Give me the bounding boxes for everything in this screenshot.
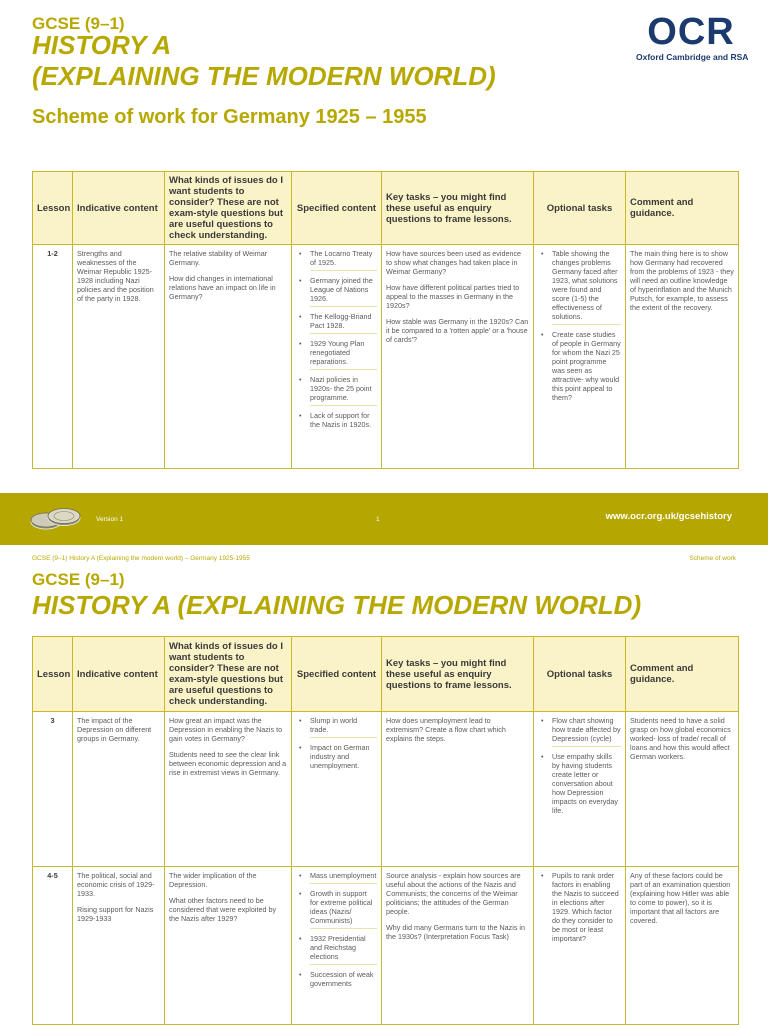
key-task-text: How have sources been used as evidence to show what changes had taken place in Weimar Germany?: [386, 249, 522, 276]
optional-cell: [534, 712, 626, 867]
issue-text: How great an impact was the Depression in enabling the Nazis to gain votes in Germany?: [169, 716, 283, 743]
column-header-indicative: Indicative content: [73, 637, 165, 712]
key-task-text: How stable was Germany in the 1920s? Can it be compared to a 'rotten apple' or a 'house of cards'?: [386, 317, 529, 344]
issues-cell: [165, 867, 292, 1025]
list-item: • Germany joined the League of Nations 1926.: [310, 276, 377, 307]
page-title-line-2: (EXPLAINING THE MODERN WORLD): [32, 61, 496, 91]
list-item: • Use empathy skills by having students create letter or conversation about how Depression impacts on everyday life.: [552, 752, 621, 818]
list-item: • 1929 Young Plan renegotiated reparations.: [310, 339, 377, 370]
list-item: • Table showing the changes problems Germany faced after 1923, what solutions were found and score (1-5) the effectiveness of solutions.: [552, 249, 621, 325]
column-header-lesson: Lesson: [33, 637, 73, 712]
lesson-cell: 1-2: [33, 245, 73, 469]
table-row: [33, 712, 739, 867]
optional-cell: [534, 867, 626, 1025]
key-tasks-cell: [382, 245, 534, 469]
key-task-text: How have different political parties tried to appeal to the masses in Germany in the 1920s?: [386, 283, 520, 310]
table-header-row: [33, 172, 739, 245]
page-subtitle: Scheme of work for Germany 1925 – 1955: [32, 106, 427, 128]
column-header-key-tasks: Key tasks – you might find these useful as enquiry questions to frame lessons.: [382, 637, 534, 712]
list-item: • Growth in support for extreme political ideas (Nazis/ Communists): [310, 889, 377, 929]
key-task-text: Source analysis - explain how sources are useful about the actions of the Nazis and Communists; the concerns of the Weimar politicians; the attitudes of the German people.: [386, 871, 521, 916]
specified-cell: [292, 245, 382, 469]
specified-cell: [292, 712, 382, 867]
column-header-lesson: Lesson: [33, 172, 73, 245]
ocr-logo-subtitle: Oxford Cambridge and RSA: [636, 52, 749, 62]
ocr-logo-mark: OCR: [647, 11, 735, 53]
indicative-cell: Strengths and weaknesses of the Weimar Republic 1925-1928 including Nazi policies and the position of the party in 1928.: [73, 245, 165, 469]
list-item: • 1932 Presidential and Reichstag elections: [310, 934, 377, 965]
list-item: • Impact on German industry and unemployment.: [310, 743, 377, 773]
page-title: [32, 30, 496, 92]
column-header-specified: Specified content: [292, 172, 382, 245]
list-item: • The Kellogg-Briand Pact 1928.: [310, 312, 377, 334]
page-title: HISTORY A (EXPLAINING THE MODERN WORLD): [32, 590, 642, 620]
column-header-optional: Optional tasks: [534, 637, 626, 712]
column-header-issues: What kinds of issues do I want students to consider? These are not exam-style questions but are useful questions to check understanding.: [165, 172, 292, 245]
specified-cell: [292, 867, 382, 1025]
gcse-label: GCSE (9–1): [32, 14, 125, 33]
list-item: • Nazi policies in 1920s- the 25 point programme.: [310, 375, 377, 406]
issues-cell: [165, 712, 292, 867]
list-item: • Slump in world trade.: [310, 716, 377, 738]
scheme-table-page-1: [32, 171, 739, 469]
column-header-optional: Optional tasks: [534, 172, 626, 245]
coins-icon: [28, 500, 88, 536]
column-header-key-tasks: Key tasks – you might find these useful as enquiry questions to frame lessons.: [382, 172, 534, 245]
running-header-right: Scheme of work: [689, 555, 736, 562]
table-header-row: [33, 637, 739, 712]
column-header-comment: Comment and guidance.: [626, 637, 739, 712]
issue-text: Students need to see the clear link between economic depression and a rise in extremist views in Germany.: [169, 750, 287, 777]
version-label: Version 1: [96, 516, 124, 523]
indicative-text: The political, social and economic crisis of 1929-1933.: [77, 871, 155, 898]
running-header: GCSE (9–1) History A (Explaining the modern world) – Germany 1925-1955: [32, 555, 250, 562]
key-task-text: How does unemployment lead to extremism? Create a flow chart which explains the steps.: [386, 716, 506, 743]
issue-text: What other factors need to be considered that were exploited by the Nazis after 1929?: [169, 896, 277, 923]
optional-cell: [534, 245, 626, 469]
issue-text: The relative stability of Weimar Germany.: [169, 249, 268, 267]
lesson-cell: 3: [33, 712, 73, 867]
list-item: • Lack of support for the Nazis in 1920s.: [310, 411, 377, 432]
page-number: 1: [376, 516, 380, 523]
ocr-logo: [636, 11, 749, 62]
column-header-comment: Comment and guidance.: [626, 172, 739, 245]
website-link[interactable]: www.ocr.org.uk/gcsehistory: [605, 511, 732, 522]
column-header-issues: What kinds of issues do I want students to consider? These are not exam-style questions but are useful questions to check understanding.: [165, 637, 292, 712]
indicative-text: Rising support for Nazis 1929-1933: [77, 905, 154, 923]
gcse-label: GCSE (9–1): [32, 570, 125, 589]
comment-cell: Any of these factors could be part of an examination question (explaining how Hitler was able to come to power), so it is important that all factors are covered.: [626, 867, 739, 1025]
list-item: • Mass unemployment: [310, 871, 377, 884]
comment-cell: The main thing here is to show how Germany had recovered from the problems of 1923 - they will need an outline knowledge of hyperinflation and the Munich Putsch, for example, to assess the extent of the recovery.: [626, 245, 739, 469]
list-item: • The Locarno Treaty of 1925.: [310, 249, 377, 271]
indicative-cell: The impact of the Depression on different groups in Germany.: [73, 712, 165, 867]
scheme-table-page-2: [32, 636, 739, 1025]
column-header-indicative: Indicative content: [73, 172, 165, 245]
comment-cell: Students need to have a solid grasp on how global economics worked- loss of trade/ recall of loans and how this would affect German workers.: [626, 712, 739, 867]
table-row: [33, 245, 739, 469]
issues-cell: [165, 245, 292, 469]
list-item: • Flow chart showing how trade affected by Depression (cycle): [552, 716, 621, 747]
list-item: • Succession of weak governments: [310, 970, 377, 991]
issue-text: The wider implication of the Depression.: [169, 871, 257, 889]
lesson-cell: 4-5: [33, 867, 73, 1025]
key-tasks-cell: [382, 867, 534, 1025]
page-title-line-1: HISTORY A: [32, 30, 172, 60]
table-row: [33, 867, 739, 1025]
indicative-cell: [73, 867, 165, 1025]
key-tasks-cell: [382, 712, 534, 867]
list-item: • Create case studies of people in Germany for whom the Nazi 25 point programme was seen as attractive- why would this point appeal to them?: [552, 330, 621, 405]
key-task-text: Why did many Germans turn to the Nazis in the 1930s? (Interpretation Focus Task): [386, 923, 526, 941]
issue-text: How did changes in international relations have an impact on life in Germany?: [169, 274, 276, 301]
column-header-specified: Specified content: [292, 637, 382, 712]
list-item: • Pupils to rank order factors in enabling the Nazis to succeed in elections after 1929. Which factor do they consider to be most or least important?: [552, 871, 621, 946]
